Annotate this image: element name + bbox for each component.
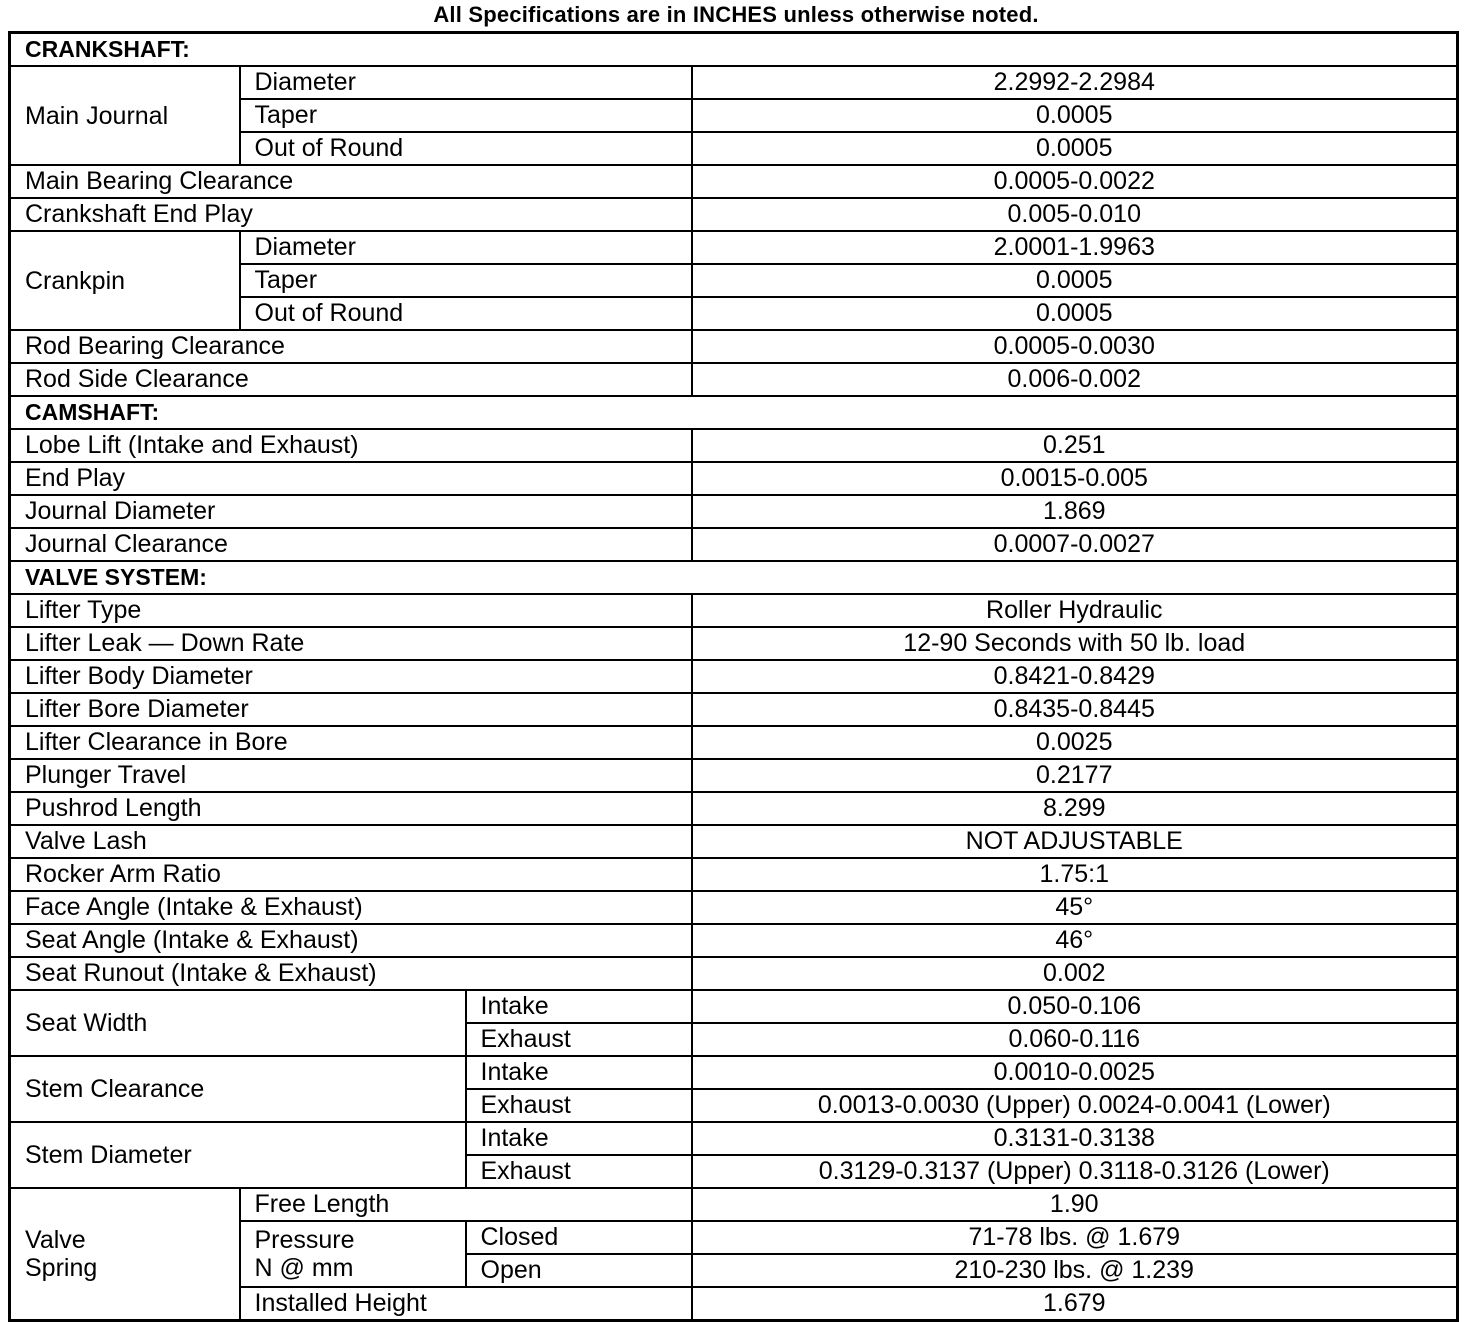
table-row: [10, 990, 1458, 1023]
spec-value: 0.005-0.010: [692, 198, 1458, 231]
spec-value: 2.2992-2.2984: [692, 66, 1458, 99]
spec-name: Plunger Travel: [10, 759, 692, 792]
spec-name: Diameter: [240, 231, 692, 264]
spec-value: 1.90: [692, 1188, 1458, 1221]
spec-name: Valve Lash: [10, 825, 692, 858]
group-label-seat-width: Seat Width: [10, 990, 466, 1056]
spec-value: 0.0005: [692, 132, 1458, 165]
table-row: [10, 528, 1458, 561]
spec-value: 0.251: [692, 429, 1458, 462]
spec-name: Taper: [240, 264, 692, 297]
spec-name: Rocker Arm Ratio: [10, 858, 692, 891]
spec-value: 0.0025: [692, 726, 1458, 759]
spec-value: 45°: [692, 891, 1458, 924]
page-title: All Specifications are in INCHES unless otherwise noted.: [433, 2, 1039, 27]
spec-value: 0.3129-0.3137 (Upper) 0.3118-0.3126 (Lower): [692, 1155, 1458, 1188]
spec-value: 8.299: [692, 792, 1458, 825]
spec-name: Lifter Type: [10, 594, 692, 627]
section-title: CAMSHAFT:: [10, 396, 1458, 429]
spec-name: Intake: [466, 990, 692, 1023]
spec-name: Lifter Leak — Down Rate: [10, 627, 692, 660]
table-row: [10, 759, 1458, 792]
spec-name: Taper: [240, 99, 692, 132]
table-row: [10, 429, 1458, 462]
table-row: [10, 363, 1458, 396]
spec-value: 0.0005: [692, 99, 1458, 132]
table-row: [10, 1188, 1458, 1221]
table-row: [10, 693, 1458, 726]
table-row: [10, 495, 1458, 528]
table-row: [10, 66, 1458, 99]
spec-value: 0.0010-0.0025: [692, 1056, 1458, 1089]
group-label-crankpin: Crankpin: [10, 231, 240, 330]
spec-name: Intake: [466, 1056, 692, 1089]
section-header-crankshaft: [10, 33, 1458, 67]
spec-name: Seat Angle (Intake & Exhaust): [10, 924, 692, 957]
spec-name: Face Angle (Intake & Exhaust): [10, 891, 692, 924]
spec-name: Diameter: [240, 66, 692, 99]
spec-name: Crankshaft End Play: [10, 198, 692, 231]
table-row: [10, 825, 1458, 858]
group-label-valve-spring: [10, 1188, 240, 1321]
spec-name: Rod Side Clearance: [10, 363, 692, 396]
group-label-main-journal: Main Journal: [10, 66, 240, 165]
spec-value: 0.3131-0.3138: [692, 1122, 1458, 1155]
spec-value: 0.0013-0.0030 (Upper) 0.0024-0.0041 (Lower): [692, 1089, 1458, 1122]
spec-value: NOT ADJUSTABLE: [692, 825, 1458, 858]
spec-name: Pushrod Length: [10, 792, 692, 825]
spec-value: 0.2177: [692, 759, 1458, 792]
group-label-stem-diameter: Stem Diameter: [10, 1122, 466, 1188]
table-row: [10, 792, 1458, 825]
section-header-camshaft: [10, 396, 1458, 429]
spec-name: Out of Round: [240, 132, 692, 165]
table-row: [10, 660, 1458, 693]
spec-value: 2.0001-1.9963: [692, 231, 1458, 264]
spec-name: Out of Round: [240, 297, 692, 330]
spec-value: 0.060-0.116: [692, 1023, 1458, 1056]
spec-name: Exhaust: [466, 1023, 692, 1056]
spec-value: 0.006-0.002: [692, 363, 1458, 396]
spec-name: Open: [466, 1254, 692, 1287]
spec-name: Rod Bearing Clearance: [10, 330, 692, 363]
table-row: [10, 957, 1458, 990]
spec-name: Lifter Body Diameter: [10, 660, 692, 693]
table-row: [10, 924, 1458, 957]
section-title: VALVE SYSTEM:: [10, 561, 1458, 594]
pressure-label-line2: N @ mm: [254, 1254, 354, 1282]
table-row: [10, 198, 1458, 231]
table-row: [10, 627, 1458, 660]
table-row: [10, 1056, 1458, 1089]
spec-name: Journal Clearance: [10, 528, 692, 561]
spec-name: Free Length: [240, 1188, 692, 1221]
spec-value: 0.050-0.106: [692, 990, 1458, 1023]
group-label-stem-clearance: Stem Clearance: [10, 1056, 466, 1122]
spec-name: Exhaust: [466, 1089, 692, 1122]
spec-name: Lifter Bore Diameter: [10, 693, 692, 726]
spec-value: 0.0005-0.0030: [692, 330, 1458, 363]
specifications-table: [8, 31, 1459, 1322]
spec-value: 0.0005: [692, 264, 1458, 297]
pressure-label-line1: Pressure: [254, 1226, 355, 1254]
table-row: [10, 165, 1458, 198]
spec-value: 1.869: [692, 495, 1458, 528]
spec-name: Lobe Lift (Intake and Exhaust): [10, 429, 692, 462]
spec-name: Intake: [466, 1122, 692, 1155]
spec-value: 1.679: [692, 1287, 1458, 1321]
spec-value: Roller Hydraulic: [692, 594, 1458, 627]
spec-name: Closed: [466, 1221, 692, 1254]
spec-name: Journal Diameter: [10, 495, 692, 528]
valve-spring-label-line2: Spring: [25, 1254, 98, 1282]
spec-name: Main Bearing Clearance: [10, 165, 692, 198]
spec-name: Lifter Clearance in Bore: [10, 726, 692, 759]
table-row: [10, 330, 1458, 363]
table-row: [10, 1122, 1458, 1155]
spec-value: 0.8435-0.8445: [692, 693, 1458, 726]
group-label-pressure: [240, 1221, 466, 1287]
spec-value: 0.0005: [692, 297, 1458, 330]
table-row: [10, 462, 1458, 495]
spec-name: End Play: [10, 462, 692, 495]
table-row: [10, 231, 1458, 264]
table-row: [10, 594, 1458, 627]
spec-value: 71-78 lbs. @ 1.679: [692, 1221, 1458, 1254]
section-header-valve-system: [10, 561, 1458, 594]
spec-value: 0.0005-0.0022: [692, 165, 1458, 198]
spec-value: 0.0015-0.005: [692, 462, 1458, 495]
spec-value: 46°: [692, 924, 1458, 957]
spec-name: Seat Runout (Intake & Exhaust): [10, 957, 692, 990]
table-row: [10, 726, 1458, 759]
spec-name: Installed Height: [240, 1287, 692, 1321]
valve-spring-label-line1: Valve: [25, 1226, 86, 1254]
spec-value: 0.0007-0.0027: [692, 528, 1458, 561]
spec-value: 1.75:1: [692, 858, 1458, 891]
spec-value: 0.002: [692, 957, 1458, 990]
spec-value: 12-90 Seconds with 50 lb. load: [692, 627, 1458, 660]
spec-value: 210-230 lbs. @ 1.239: [692, 1254, 1458, 1287]
table-row: [10, 858, 1458, 891]
spec-name: Exhaust: [466, 1155, 692, 1188]
spec-value: 0.8421-0.8429: [692, 660, 1458, 693]
table-row: [10, 891, 1458, 924]
section-title: CRANKSHAFT:: [10, 33, 1458, 67]
